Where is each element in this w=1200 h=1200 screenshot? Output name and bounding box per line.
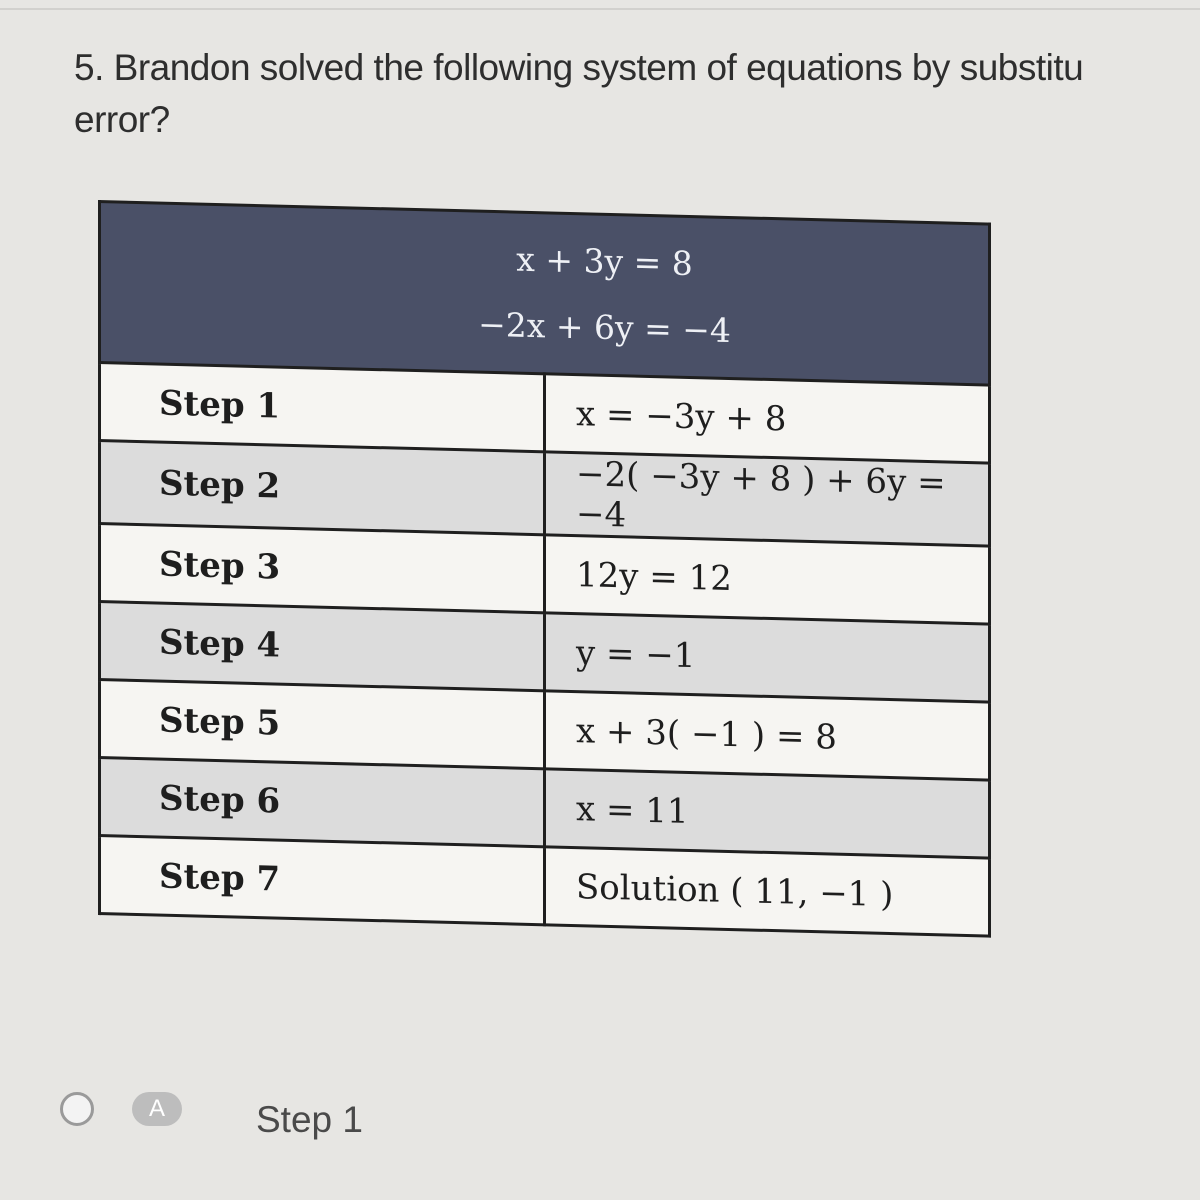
step-label: Step 1 xyxy=(100,363,545,452)
step-label: Step 7 xyxy=(100,836,545,925)
system-of-equations xyxy=(100,202,990,386)
step-equation: x + 3( −1 ) = 8 xyxy=(545,691,990,780)
question-line-1: 5. Brandon solved the following system of equations by substitu xyxy=(74,47,1084,88)
option-letter-badge: A xyxy=(132,1092,182,1126)
option-label[interactable]: Step 1 xyxy=(256,1099,363,1140)
step-equation: Solution ( 11, −1 ) xyxy=(545,847,990,936)
step-label: Step 6 xyxy=(100,758,545,847)
equation-2: −2x + 6y = −4 xyxy=(478,304,731,351)
system-header-row xyxy=(100,202,990,386)
step-equation: y = −1 xyxy=(545,613,990,702)
step-label: Step 4 xyxy=(100,602,545,691)
steps-table xyxy=(98,200,991,938)
question-line-2: error? xyxy=(74,99,170,140)
step-equation: −2( −3y + 8 ) + 6y = −4 xyxy=(545,452,990,546)
step-equation: x = 11 xyxy=(545,769,990,858)
step-label: Step 5 xyxy=(100,680,545,769)
answer-option-a[interactable] xyxy=(60,1088,560,1148)
question-text xyxy=(74,42,1200,146)
step-label: Step 2 xyxy=(100,441,545,535)
equation-1: x + 3y = 8 xyxy=(516,239,693,284)
step-equation: x = −3y + 8 xyxy=(545,374,990,463)
steps-table-container xyxy=(98,200,991,931)
step-equation: 12y = 12 xyxy=(545,535,990,624)
top-divider xyxy=(0,8,1200,10)
step-label: Step 3 xyxy=(100,524,545,613)
radio-button[interactable] xyxy=(60,1092,94,1126)
